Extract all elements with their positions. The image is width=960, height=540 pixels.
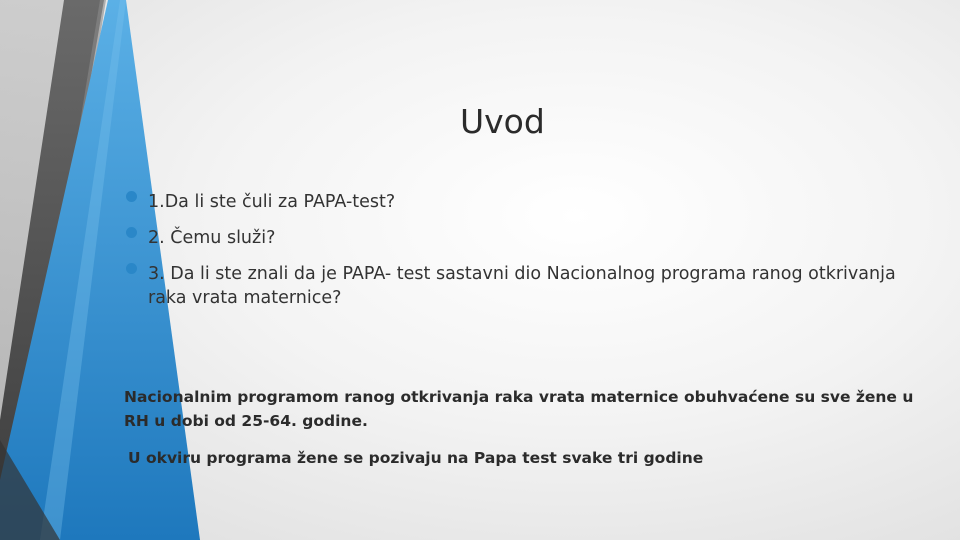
bullet-dot-icon	[126, 227, 137, 238]
bullet-text: 1.Da li ste čuli za PAPA-test?	[148, 192, 396, 212]
bullet-dot-icon	[126, 191, 137, 202]
bullet-list	[126, 190, 916, 322]
bullet-item	[126, 226, 916, 250]
bullet-item	[126, 262, 916, 310]
program-note: Nacionalnim programom ranog otkrivanja raka vrata maternice obuhvaćene su sve žene u RH u dobi od 25-64. godine.	[124, 388, 914, 430]
screening-interval-note: U okviru programa žene se pozivaju na Papa test svake tri godine	[128, 449, 704, 467]
bullet-text: 3. Da li ste znali da je PAPA- test sastavni dio Nacionalnog programa ranog otkrivanja raka vrata maternice?	[148, 264, 896, 308]
bullet-item	[126, 190, 916, 214]
bullet-text: 2. Čemu služi?	[148, 228, 276, 248]
slide-title: Uvod	[460, 102, 545, 141]
bullet-dot-icon	[126, 263, 137, 274]
